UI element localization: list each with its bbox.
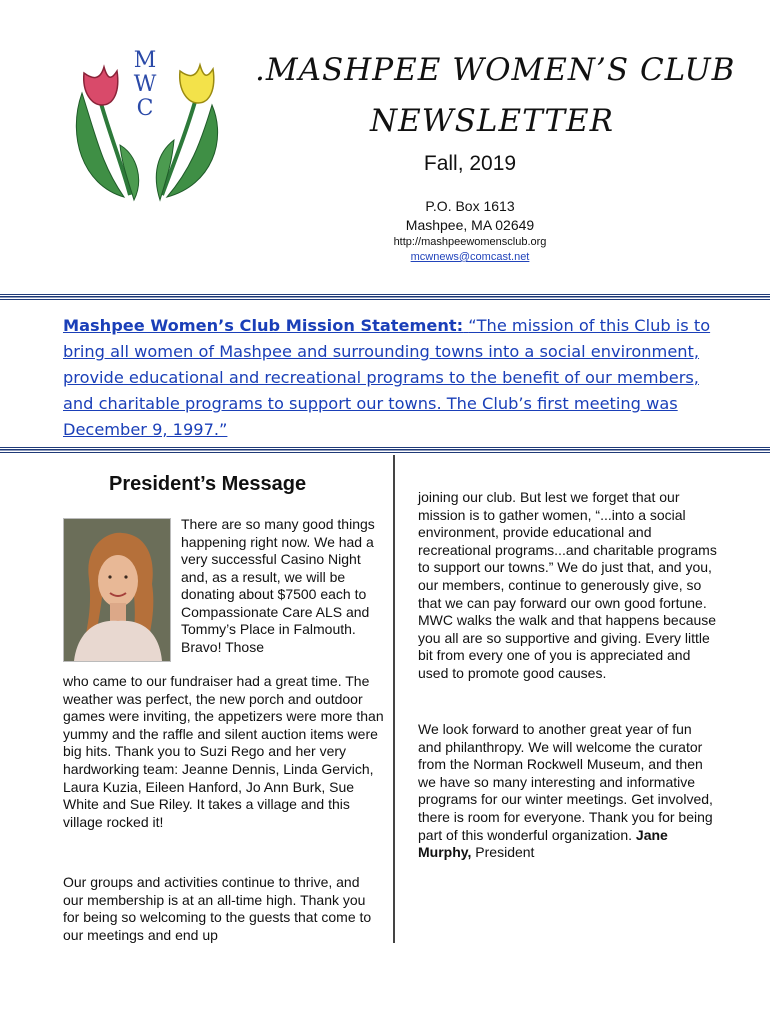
logo-letter-w: W	[133, 72, 157, 97]
president-paragraph-1: who came to our fundraiser had a great time. The weather was perfect, the new porch and outdoor games were inviting, the appetizers were more than yummy and the raffle and silent auction items were big hits. Thank you to Suzi Rego and her very hardworking team: Jeanne Dennis, Linda Gervich, Laura Kuzia, Eileen Hanford, Jo Ann Burk, Sue White and Sue Riley. It takes a village and this village rocked it!	[63, 673, 384, 830]
mission-statement	[63, 313, 723, 443]
po-box: P.O. Box 1613	[425, 198, 515, 214]
header-divider	[0, 294, 770, 300]
mission-text: “The mission of this Club is to bring all women of Mashpee and surrounding towns into a social environment, provide educational and recreational programs to the benefit of our members, and charitable programs to support our towns. The Club’s first meeting was December 9, 1997.”	[63, 316, 711, 439]
signature-title: President	[471, 844, 535, 861]
email-link[interactable]: mcwnews@comcast.net	[410, 251, 530, 263]
president-paragraph-2-end: joining our club. But lest we forget that our mission is to gather women, “...into a social environment, provide educational and recreational programs...and charitable programs to support our towns.” We do just that, and you, our members, continue to generously give, so that we can pay forward our own good fortune. MWC walks the walk and that happens because you all are so supportive and giving. Every little bit from every one of you is appreciated and used to promote good causes.	[418, 489, 717, 681]
closing-text: We look forward to another great year of fun and philanthropy. We will welcome the curator from the Norman Rockwell Museum, and then we have so many interesting and informative programs for our winter meetings. Get involved, there is room for everyone. Thank you for being part of this wonderful organization.	[418, 721, 713, 843]
newsletter-title-line1: .MASHPEE WOMEN’S CLUB	[255, 52, 736, 88]
mission-label: Mashpee Women’s Club Mission Statement:	[63, 316, 464, 335]
logo-letter-c: C	[136, 96, 154, 121]
president-paragraph-3	[418, 721, 718, 862]
website-link[interactable]: http://mashpeewomensclub.org	[393, 236, 547, 248]
newsletter-title-line2: NEWSLETTER	[370, 103, 614, 139]
column-divider	[393, 455, 395, 943]
president-paragraph-2-start: Our groups and activities continue to thrive, and our membership is at an all-time high. Thank you for being so welcoming to the guests that come to our meetings and end up	[63, 874, 372, 943]
president-photo	[63, 518, 171, 662]
mwc-tulip-logo	[62, 45, 232, 205]
presidents-message-heading: President’s Message	[109, 473, 307, 495]
signature-name: Jane Murphy,	[418, 826, 668, 861]
issue-season: Fall, 2019	[423, 152, 517, 175]
president-intro-text: There are so many good things happening right now. We had a very successful Casino Night and, as a result, we will be donating about $7500 each to Compassionate Care ALS and Tommy’s Place in Falmouth. Bravo! Those	[181, 516, 375, 655]
mission-divider	[0, 447, 770, 453]
logo-letter-m: M	[133, 48, 157, 73]
city-state: Mashpee, MA 02649	[405, 217, 535, 233]
